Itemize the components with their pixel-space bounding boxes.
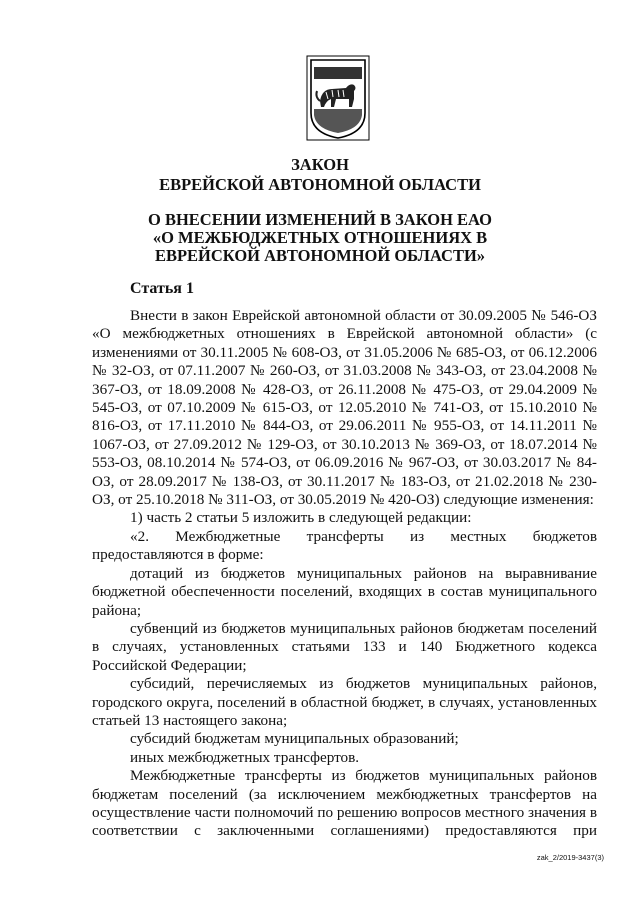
paragraph-subsidies-municipal: субсидий бюджетам муниципальных образований; [130,730,459,748]
paragraph-part-2: «2. Межбюджетные трансферты из местных бюджетов предоставляются в форме: [92,527,597,564]
paragraph-other-transfers: иных межбюджетных трансфертов. [130,748,360,766]
paragraph-subsidies-regional: субсидий, перечисляемых из бюджетов муниципальных районов, городского округа, поселений в областной бюджет, в случаях, установленных статьей 13 настоящего закона; [92,675,597,729]
coat-of-arms-emblem [306,55,370,141]
document-code: zak_2/2019-3437(3) [536,853,604,862]
article-body [92,307,597,841]
subject-line-3: ЕВРЕЙСКОЙ АВТОНОМНОЙ ОБЛАСТИ» [154,246,486,265]
paragraph-item-1: 1) часть 2 статьи 5 изложить в следующей редакции: [130,509,472,527]
law-title: ЗАКОН [291,155,349,174]
coat-of-arms-tiger-icon [306,55,370,141]
paragraph-subventions: субвенций из бюджетов муниципальных районов бюджетам поселений в случаях, установленных статьями 133 и 140 Бюджетного кодекса Российской Федерации; [92,619,597,674]
paragraph-amendment-intro: Внести в закон Еврейской автономной области от 30.09.2005 № 546-ОЗ «О межбюджетных отношениях в Еврейской автономной области» (с изменениями от 30.11.2005 № 608-ОЗ, от 31.05.2006 № 685-ОЗ, от 06.12.2006 № 32-ОЗ, от 07.11.2007 № 260-ОЗ, от 31.03.2008 № 343-ОЗ, от 23.04.2008 № 367-ОЗ, от 18.09.2008 № 428-ОЗ, от 26.11.2008 № 475-ОЗ, от 29.04.2009 № 545-ОЗ, от 07.10.2009 № 615-ОЗ, от 12.05.2010 № 741-ОЗ, от 15.10.2010 № 816-ОЗ, от 17.11.2010 № 844-ОЗ, от 29.06.2011 № 955-ОЗ, от 14.11.2011 № 1067-ОЗ, от 27.09.2012 № 129-ОЗ, от 30.10.2013 № 369-ОЗ, от 18.07.2014 № 553-ОЗ, 08.10.2014 № 574-ОЗ, от 06.09.2016 № 967-ОЗ, от 30.03.2017 № 84-ОЗ, от 28.09.2017 № 138-ОЗ, от 30.11.2017 № 183-ОЗ, от 21.02.2018 № 230-ОЗ, от 25.10.2018 № 311-ОЗ, от 30.05.2019 № 420-ОЗ) следующие изменения: [92,307,597,509]
paragraph-transfers-conditions: Межбюджетные трансферты из бюджетов муниципальных районов бюджетам поселений (за исключением межбюджетных трансфертов на осуществление части полномочий по решению вопросов местного значения в соответствии с заключенными соглашениями) предоставляются при [92,767,597,840]
subject-line-1: О ВНЕСЕНИИ ИЗМЕНЕНИЙ В ЗАКОН ЕАО [148,210,492,229]
paragraph-dotations: дотаций из бюджетов муниципальных районов на выравнивание бюджетной обеспеченности поселений, входящих в состав муниципального района; [92,564,597,619]
subject-line-2: «О МЕЖБЮДЖЕТНЫХ ОТНОШЕНИЯХ В [152,228,488,247]
article-heading: Статья 1 [130,280,194,297]
region-title: ЕВРЕЙСКОЙ АВТОНОМНОЙ ОБЛАСТИ [159,175,481,194]
